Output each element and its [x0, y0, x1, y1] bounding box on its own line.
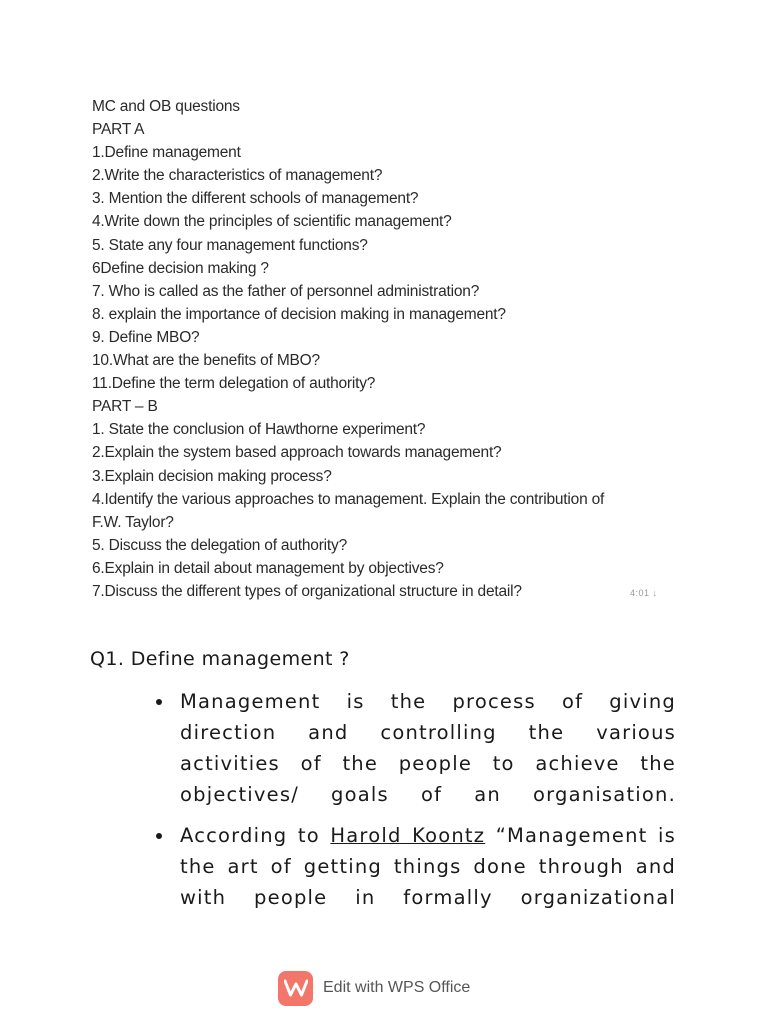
- scan-timestamp: 4:01 ↓: [630, 588, 658, 598]
- question-item: 3.Explain decision making process?: [92, 467, 332, 485]
- question-item: 6.Explain in detail about management by objectives?: [92, 559, 444, 577]
- wps-edit-label: Edit with WPS Office: [323, 979, 471, 996]
- question-item: 7.Discuss the different types of organizational structure in detail?: [92, 582, 522, 600]
- question-item: 5. State any four management functions?: [92, 236, 368, 254]
- question-item: 7. Who is called as the father of personnel administration?: [92, 282, 480, 300]
- question-item: 3. Mention the different schools of management?: [92, 190, 419, 208]
- question-list: [92, 95, 732, 603]
- answer-bullet: [150, 686, 676, 810]
- question-list-title: MC and OB questions: [92, 98, 240, 115]
- question-item: 5. Discuss the delegation of authority?: [92, 536, 347, 554]
- bullet-text-rest: “Management is the art of getting things done through and with people in formally organizational: [180, 824, 676, 909]
- bullet-dot-icon: [156, 833, 162, 839]
- answer-section: [90, 648, 690, 923]
- question-item: 2.Write the characteristics of management?: [92, 167, 383, 185]
- part-b-label: PART – B: [92, 398, 158, 416]
- question-item: 1. State the conclusion of Hawthorne experiment?: [92, 421, 426, 439]
- question-item: 6Define decision making ?: [92, 259, 269, 277]
- question-item: 9. Define MBO?: [92, 328, 200, 346]
- question-item: 10.What are the benefits of MBO?: [92, 352, 320, 370]
- question-item-continuation: F.W. Taylor?: [92, 513, 174, 531]
- bullet-text: Management is the process of giving direction and controlling the various activities of the people to achieve the objectives/ goals of an organisation.: [180, 690, 676, 806]
- bullet-dot-icon: [156, 699, 162, 705]
- question-item: 4.Identify the various approaches to management. Explain the contribution of: [92, 490, 605, 508]
- question-item: 1.Define management: [92, 144, 241, 162]
- wps-edit-badge[interactable]: [278, 970, 470, 1006]
- bullet-text-prefix: According to: [180, 824, 331, 847]
- question-item: 2.Explain the system based approach towards management?: [92, 444, 502, 462]
- question-item: 8. explain the importance of decision making in management?: [92, 305, 506, 323]
- part-a-label: PART A: [92, 121, 145, 139]
- wps-logo-icon: [278, 971, 313, 1006]
- answer-heading: Q1. Define management ?: [90, 648, 350, 670]
- answer-bullets: [90, 686, 690, 913]
- question-item: 11.Define the term delegation of authority?: [92, 375, 376, 393]
- answer-bullet: [150, 820, 676, 913]
- author-name: Harold Koontz: [330, 824, 486, 847]
- question-item: 4.Write down the principles of scientific management?: [92, 213, 452, 231]
